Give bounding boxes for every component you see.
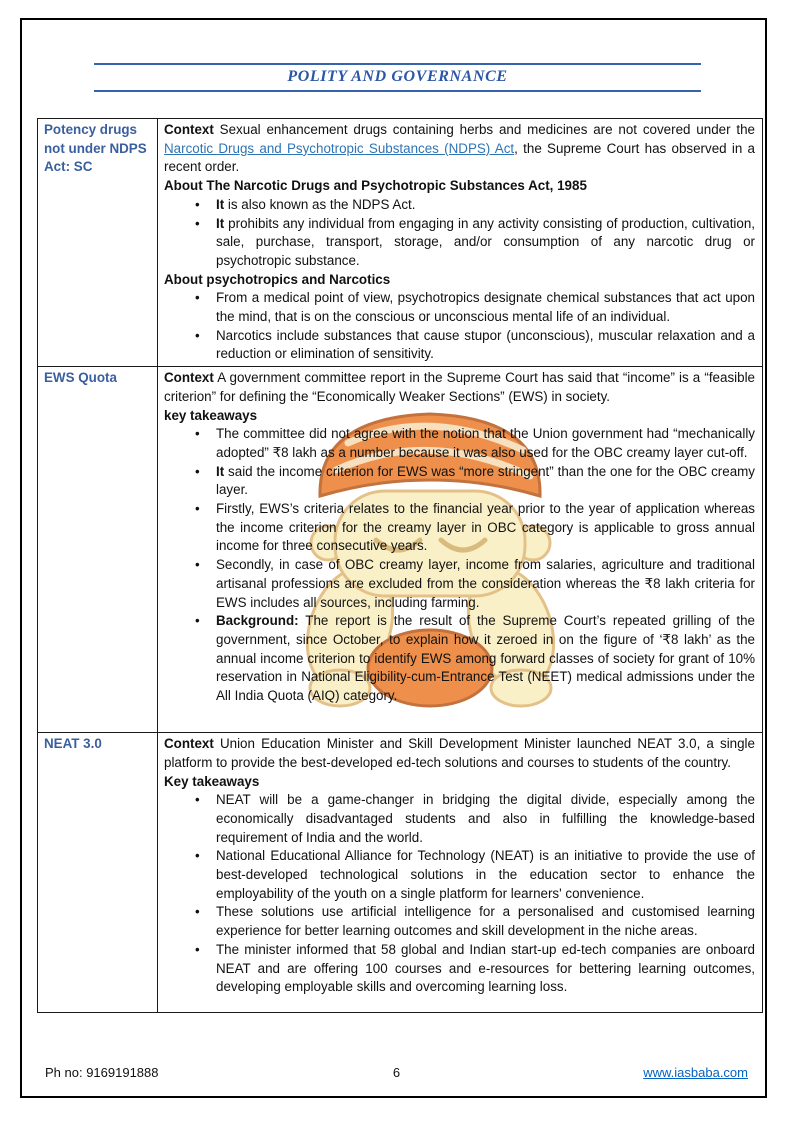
context-text: A government committee report in the Supreme Court has said that “income” is a “feasible criterion” for defining the “Economically Weaker Sections” (EWS) in society. bbox=[164, 370, 755, 404]
bullet-item bbox=[216, 791, 755, 847]
context-text: , the Supreme Court has observed in a recent order. bbox=[164, 140, 755, 175]
bullet-item bbox=[216, 425, 755, 462]
bullet-text: The report is the result of the Supreme Court’s repeated grilling of the government, since October, to explain how it zeroed in on the figure of ‘₹8 lakh’ as the annual income criterion to identify EWS among forward classes of society for grant of 10% reservation in National Eligibility-cum-Entrance Test (NEET) medical admissions under the All India Quota (AIQ) category. bbox=[216, 613, 755, 704]
bullet-lead: Background: bbox=[216, 613, 299, 629]
bullet-list bbox=[164, 289, 755, 364]
bullet-item bbox=[216, 327, 755, 364]
topic-title-ews-quota: EWS Quota bbox=[38, 367, 158, 733]
bullet-text: The committee did not agree with the notion that the Union government had “mechanically adopted” ₹8 lakh as a number because it was also used for the OBC creamy layer cut-off. bbox=[216, 426, 755, 460]
bullet-item bbox=[216, 289, 755, 326]
topic-title-potency-drugs: Potency drugs not under NDPS Act: SC bbox=[38, 119, 158, 367]
bullet-item bbox=[216, 847, 755, 903]
bullet-list bbox=[164, 791, 755, 997]
topic-content-cell bbox=[158, 367, 763, 733]
table-row bbox=[38, 119, 763, 367]
bullet-item bbox=[216, 903, 755, 940]
bullet-item bbox=[216, 500, 755, 556]
bullet-text: Secondly, in case of OBC creamy layer, income from salaries, agriculture and traditional artisanal professions are excluded from the consideration whereas the ₹8 lakh criteria for EWS includes all sources, including farming. bbox=[216, 557, 755, 610]
topic-content-cell bbox=[158, 733, 763, 1013]
bullet-text: prohibits any individual from engaging in any activity consisting of production, cultivation, sale, purchase, transport, storage, and/or consumption of any narcotic drug or psychotropic substance. bbox=[216, 215, 755, 268]
bullet-lead: It bbox=[216, 196, 225, 212]
context-paragraph bbox=[164, 121, 755, 177]
title-rule-bottom bbox=[94, 90, 701, 92]
context-label: Context bbox=[164, 736, 214, 752]
table-row bbox=[38, 733, 763, 1013]
sub-heading: key takeaways bbox=[164, 407, 258, 423]
bullet-text: said the income criterion for EWS was “more stringent” than the one for the OBC creamy layer. bbox=[216, 463, 755, 498]
bullet-item bbox=[216, 215, 755, 271]
context-paragraph bbox=[164, 369, 755, 406]
bullet-lead: It bbox=[216, 215, 225, 231]
bullet-list bbox=[164, 425, 755, 706]
bullet-item bbox=[216, 196, 755, 215]
bullet-text: Narcotics include substances that cause stupor (unconscious), muscular relaxation and a reduction or elimination of sensitivity. bbox=[216, 327, 755, 362]
footer-website-link[interactable]: www.iasbaba.com bbox=[643, 1065, 748, 1080]
topics-table bbox=[37, 118, 763, 1013]
bullet-text: These solutions use artificial intelligence for a personalised and customised learning experience for better learning outcomes and skill development in the niche areas. bbox=[216, 904, 755, 939]
footer-page-number: 6 bbox=[392, 1065, 401, 1080]
context-text: Sexual enhancement drugs containing herbs and medicines are not covered under the bbox=[213, 122, 755, 137]
title-rule-top bbox=[94, 63, 701, 65]
context-paragraph bbox=[164, 735, 755, 772]
bullet-text: From a medical point of view, psychotropics designate chemical substances that act upon the mind, that is on the conscious or unconscious mental life of an individual. bbox=[216, 290, 755, 325]
bullet-item bbox=[216, 612, 755, 706]
sub-heading: About psychotropics and Narcotics bbox=[164, 271, 391, 287]
ndps-act-link[interactable]: Narcotic Drugs and Psychotropic Substances (NDPS) Act bbox=[164, 140, 515, 156]
bullet-item bbox=[216, 463, 755, 500]
sub-heading: Key takeaways bbox=[164, 773, 260, 789]
bullet-text: Firstly, EWS’s criteria relates to the financial year prior to the year of application whereas the income criterion for the creamy layer in OBC category is applicable to gross annual income for three consecutive years. bbox=[216, 501, 755, 554]
bullet-item bbox=[216, 556, 755, 612]
bullet-text: is also known as the NDPS Act. bbox=[224, 196, 416, 212]
bullet-text: NEAT will be a game-changer in bridging the digital divide, especially among the economically disadvantaged students and also in fulfilling the knowledge-based requirement of India and the world. bbox=[216, 792, 755, 845]
context-label: Context bbox=[164, 122, 214, 137]
context-label: Context bbox=[164, 370, 214, 386]
topic-content-cell bbox=[158, 119, 763, 367]
topic-title-neat-3-0: NEAT 3.0 bbox=[38, 733, 158, 1013]
bullet-lead: It bbox=[216, 463, 225, 479]
bullet-text: National Educational Alliance for Technology (NEAT) is an initiative to provide the use of best-developed technological solutions in the education sector to enhance the employability of the youth on a single platform for learners' convenience. bbox=[216, 848, 755, 901]
table-row bbox=[38, 367, 763, 733]
bullet-item bbox=[216, 941, 755, 997]
page-title: POLITY AND GOVERNANCE bbox=[287, 68, 508, 85]
footer-phone: Ph no: 9169191888 bbox=[45, 1065, 159, 1080]
context-text: Union Education Minister and Skill Development Minister launched NEAT 3.0, a single platform to provide the best-developed ed-tech solutions and courses to students of the country. bbox=[164, 736, 755, 770]
title-block bbox=[94, 63, 701, 92]
bullet-list bbox=[164, 196, 755, 271]
sub-heading: About The Narcotic Drugs and Psychotropic Substances Act, 1985 bbox=[164, 178, 587, 194]
bullet-text: The minister informed that 58 global and Indian start-up ed-tech companies are onboard NEAT and are offering 100 courses and e-resources for bettering learning outcomes, developing employable skills and overcoming learning loss. bbox=[216, 941, 755, 995]
